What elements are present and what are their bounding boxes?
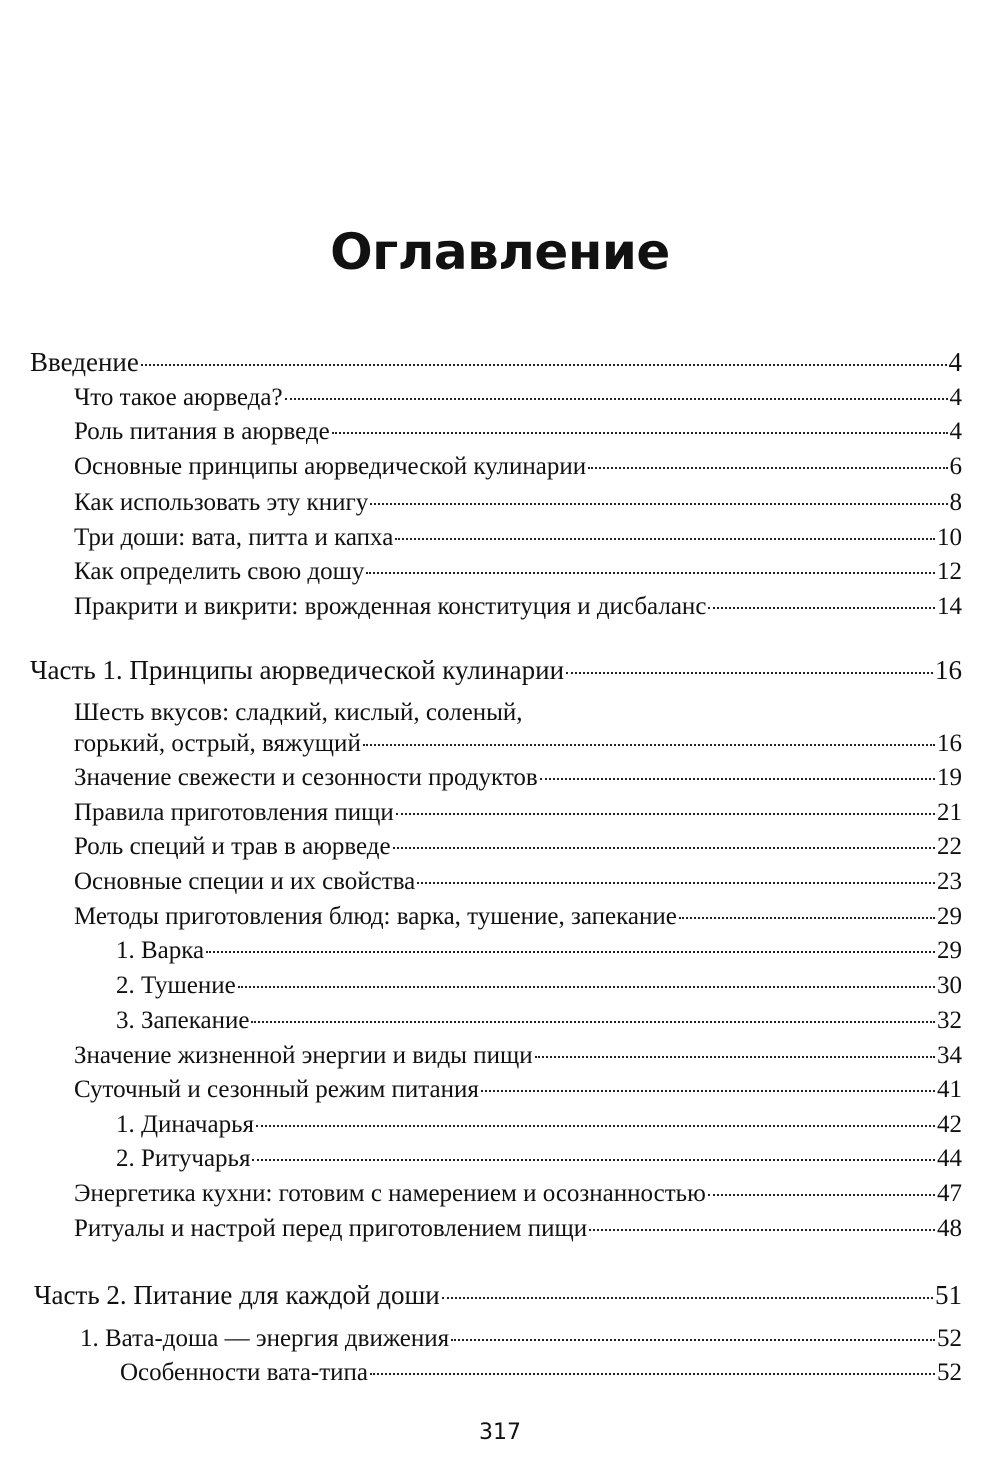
toc-entry-page: 29 — [937, 937, 962, 964]
toc-entry-page: 8 — [949, 489, 962, 516]
leader-dots — [285, 398, 948, 400]
toc-entry-label: Как определить свою дошу — [74, 558, 365, 585]
toc-entry-label: Значение жизненной энергии и виды пищи — [74, 1042, 533, 1069]
leader-dots — [442, 1297, 933, 1299]
toc-entry — [120, 1356, 962, 1390]
toc-entry-page: 30 — [937, 972, 962, 999]
toc-entry — [30, 653, 962, 687]
toc-entry-label: Пракрити и викрити: врожденная конституция и дисбаланс — [74, 593, 707, 620]
toc-entry — [74, 555, 962, 589]
leader-dots — [540, 778, 935, 780]
toc-entry — [74, 521, 962, 555]
leader-dots — [395, 538, 935, 540]
toc-entry — [116, 1004, 962, 1038]
leader-dots — [451, 1339, 935, 1341]
toc-entry-label: 1. Варка — [116, 937, 205, 964]
leader-dots — [708, 607, 935, 609]
toc-entry — [74, 1177, 962, 1211]
toc-entry-label: горький, острый, вяжущий — [74, 730, 361, 757]
toc-entry — [116, 1142, 962, 1176]
toc-entry-page: 52 — [937, 1325, 962, 1352]
toc-entry-label: Три доши: вата, питта и капха — [74, 524, 394, 551]
toc-entry-label: Значение свежести и сезонности продуктов — [74, 764, 538, 791]
toc-entry-label: 2. Тушение — [116, 972, 236, 999]
leader-dots — [481, 1090, 935, 1092]
toc-entry-page: 10 — [937, 524, 962, 551]
toc-entry-page: 16 — [935, 655, 962, 685]
toc-entry-label: Часть 1. Принципы аюрведической кулинарии — [30, 655, 565, 685]
toc-entry — [74, 830, 962, 864]
page-title: Оглавление — [330, 223, 670, 281]
toc-entry-page: 41 — [937, 1076, 962, 1103]
toc-entry-page: 12 — [937, 558, 962, 585]
toc-entry-page: 42 — [937, 1111, 962, 1138]
leader-dots — [535, 1056, 935, 1058]
leader-dots — [370, 503, 947, 505]
toc-entry-label: Роль специй и трав в аюрведе — [74, 833, 391, 860]
toc-entry — [80, 1322, 962, 1356]
toc-entry — [74, 1073, 962, 1107]
leader-dots — [566, 672, 933, 674]
leader-dots — [363, 744, 935, 746]
toc-entry — [74, 796, 962, 830]
toc-entry-page: 4 — [949, 384, 962, 411]
toc-entry-page: 14 — [937, 593, 962, 620]
toc-entry-label: Как использовать эту книгу — [74, 489, 369, 516]
toc-entry-page: 52 — [937, 1359, 962, 1386]
leader-dots — [141, 364, 947, 366]
toc-entry — [116, 969, 962, 1003]
toc-entry-page: 6 — [949, 453, 962, 480]
leader-dots — [332, 432, 948, 434]
toc-entry-page: 51 — [935, 1280, 962, 1310]
leader-dots — [588, 467, 947, 469]
leader-dots — [370, 1373, 935, 1375]
toc-entry-label: Основные принципы аюрведической кулинарии — [74, 453, 587, 480]
toc-entry — [74, 1212, 962, 1246]
leader-dots — [417, 882, 935, 884]
toc-entry-page: 16 — [937, 730, 962, 757]
toc-entry — [74, 450, 962, 484]
leader-dots — [396, 813, 935, 815]
toc-entry — [74, 590, 962, 624]
toc-entry-page: 32 — [937, 1007, 962, 1034]
toc-entry — [74, 727, 962, 761]
toc-entry-label: 1. Вата-доша — энергия движения — [80, 1325, 450, 1352]
leader-dots — [256, 1125, 935, 1127]
leader-dots — [238, 986, 935, 988]
toc-entry-label-line1: Шесть вкусов: сладкий, кислый, соленый, — [74, 699, 523, 726]
toc-entry-page: 22 — [937, 833, 962, 860]
toc-entry — [116, 934, 962, 968]
toc-entry-page: 19 — [937, 764, 962, 791]
toc-entry — [74, 865, 962, 899]
leader-dots — [366, 572, 935, 574]
leader-dots — [252, 1159, 935, 1161]
toc-entry-label: Особенности вата-типа — [120, 1359, 369, 1386]
toc-entry-label: 1. Диначарья — [116, 1111, 254, 1138]
toc-entry-page: 21 — [937, 799, 962, 826]
toc-entry — [74, 381, 962, 415]
toc-entry — [116, 1108, 962, 1142]
leader-dots — [206, 951, 935, 953]
leader-dots — [393, 847, 935, 849]
toc-entry-label: Роль питания в аюрведе — [74, 418, 330, 445]
leader-dots — [708, 1194, 935, 1196]
toc-entry-page: 47 — [937, 1180, 962, 1207]
toc-entry-page: 4 — [948, 347, 962, 377]
toc-entry-label: Суточный и сезонный режим питания — [74, 1076, 479, 1103]
toc-entry — [74, 1039, 962, 1073]
leader-dots — [589, 1229, 935, 1231]
toc-entry — [74, 486, 962, 520]
toc-entry-page: 23 — [937, 868, 962, 895]
toc-entry-label: Что такое аюрведа? — [74, 384, 283, 411]
toc-entry-label: 2. Ритучарья — [116, 1145, 251, 1172]
toc-entry — [30, 345, 962, 379]
toc-entry — [74, 761, 962, 795]
toc-entry-label: 3. Запекание — [116, 1007, 250, 1034]
toc-entry-page: 34 — [937, 1042, 962, 1069]
toc-entry-label: Введение — [30, 347, 139, 377]
toc-entry-page: 48 — [937, 1215, 962, 1242]
toc-entry-page: 44 — [937, 1145, 962, 1172]
toc-entry-label: Методы приготовления блюд: варка, тушение, запекание — [74, 903, 677, 930]
leader-dots — [251, 1021, 935, 1023]
toc-entry — [74, 900, 962, 934]
toc-entry-page: 29 — [937, 903, 962, 930]
toc-entry-label: Энергетика кухни: готовим с намерением и осознанностью — [74, 1180, 706, 1207]
leader-dots — [679, 917, 935, 919]
toc-entry-label: Правила приготовления пищи — [74, 799, 394, 826]
page-number: 317 — [479, 1420, 521, 1445]
toc-entry-label: Часть 2. Питание для каждой доши — [34, 1280, 440, 1310]
toc-entry-page: 4 — [949, 418, 962, 445]
toc-entry-label: Ритуалы и настрой перед приготовлением пищи — [74, 1215, 588, 1242]
toc-entry-label: Основные специи и их свойства — [74, 868, 416, 895]
toc-entry — [74, 415, 962, 449]
toc-entry — [34, 1278, 962, 1312]
